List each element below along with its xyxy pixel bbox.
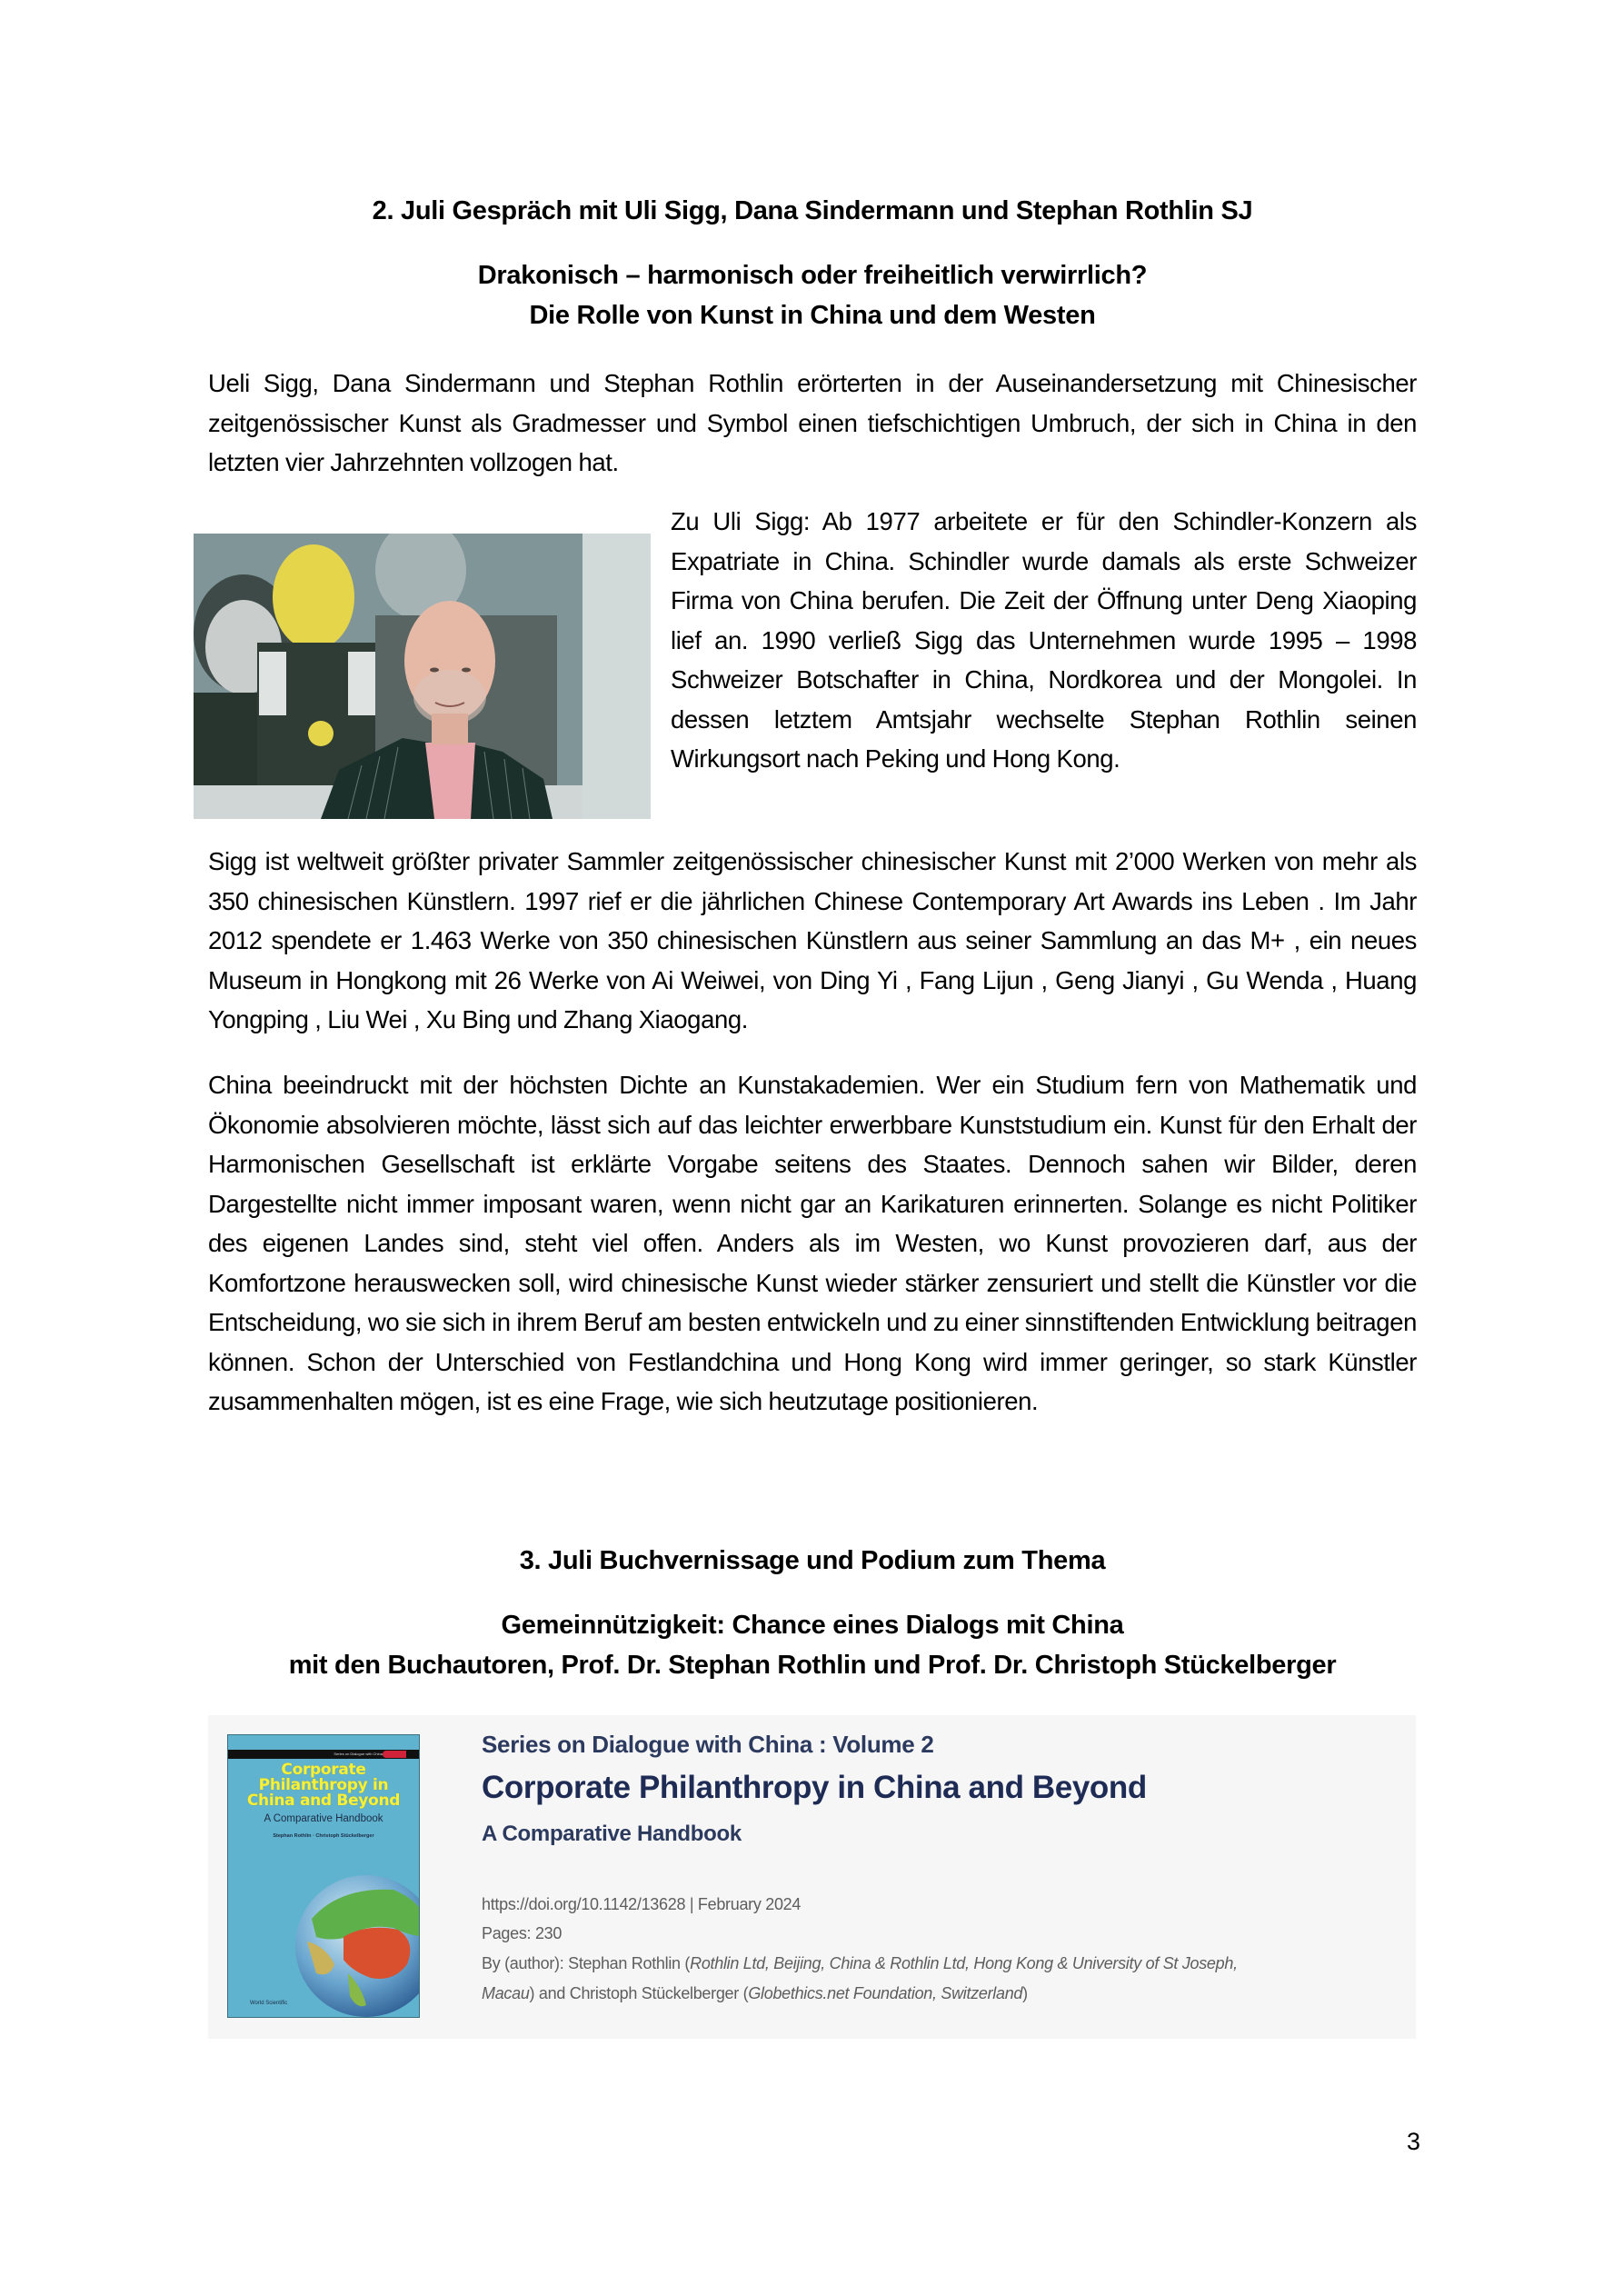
cover-title (228, 1762, 419, 1809)
book-doi-date[interactable]: https://doi.org/10.1142/13628 | February 2024 (482, 1895, 802, 1913)
author1-affiliation-cont: Macau (482, 1984, 530, 2002)
book-authors-line2 (482, 1984, 1028, 2003)
section2-subtitle-line1: Gemeinnützigkeit: Chance eines Dialogs mit China (501, 1611, 1124, 1640)
cover-title-line2: Philanthropy in (258, 1776, 389, 1794)
cover-title-line3: China and Beyond (246, 1792, 401, 1810)
cover-series-text: Series on Dialogue with China (334, 1752, 383, 1756)
section-subtitle-line1: Drakonisch – harmonisch oder freiheitlich verwirrlich? (477, 261, 1148, 290)
uli-sigg-photo (194, 534, 651, 819)
discussion-paragraph: China beeindruckt mit der höchsten Dichte an Kunstakademien. Wer ein Studium fern von Mathematik und Ökonomie absolvieren möchte, lässt sich auf das leichter erwerbbare Kunststudium ein. Kunst für den Erhalt der Harmonischen Gesellschaft ist erklärte Vorgabe seitens des Staates. Dennoch sahen wir Bilder, deren Dargestellte nicht immer imposant waren, wenn nicht gar an Karikaturen erinnerten. Solange es nicht Politiker des eigenen Landes sind, steht viel offen. Anders als im Westen, wo Kunst provozieren darf, aus der Komfortzone herauswecken soll, wird chinesische Kunst wieder stärker zensuriert und stellt die Künstler vor die Entscheidung, wo sie sich in ihrem Beruf am besten entwickeln und zu einer sinnstiftenden Entwicklung beitragen können. Schon der Unterschied von Festlandchina und Hong Kong wird immer geringer, so stark Künstler zusammenhalten mögen, ist es eine Frage, wie sich heutzutage positionieren. (208, 1071, 1417, 1415)
cover-authors: Stephan Rothlin · Christoph Stückelberger (273, 1833, 374, 1839)
section-heading-july-2: 2. Juli Gespräch mit Uli Sigg, Dana Sindermann und Stephan Rothlin SJ (372, 196, 1253, 225)
book-subtitle: A Comparative Handbook (482, 1822, 742, 1846)
cover-title-line1: Corporate (281, 1761, 366, 1779)
book-cover (227, 1734, 420, 2018)
section-heading-july-3: 3. Juli Buchvernissage und Podium zum Thema (519, 1546, 1106, 1575)
cover-volume-badge (383, 1751, 406, 1758)
authors-mid: ) and Christoph Stückelberger ( (529, 1984, 749, 2002)
author2-affiliation: Globethics.net Foundation, Switzerland (748, 1984, 1023, 2002)
portrait-photo-icon (194, 534, 651, 819)
authors-suffix: ) (1022, 1984, 1028, 2002)
cover-subtitle: A Comparative Handbook (264, 1813, 383, 1824)
author1-affiliation: Rothlin Ltd, Beijing, China & Rothlin Ltd, Hong Kong & University of St Joseph, (690, 1954, 1238, 1972)
page-number: 3 (1407, 2128, 1421, 2155)
book-title[interactable]: Corporate Philanthropy in China and Beyond (482, 1770, 1147, 1805)
book-card (208, 1715, 1416, 2039)
bio-paragraph: Zu Uli Sigg: Ab 1977 arbeitete er für den Schindler-Konzern als Expatriate in China. Schindler wurde damals als erste Schweizer Firma von China berufen. Die Zeit der Öffnung unter Deng Xiaoping lief an. 1990 verließ Sigg das Unternehmen wurde 1995 – 1998 Schweizer Botschafter in China, Nordkorea und der Mongolei. In dessen letztem Amtsjahr wechselte Stephan Rothlin seinen Wirkungsort nach Peking und Hong Kong. (671, 507, 1417, 773)
book-pages: Pages: 230 (482, 1924, 563, 1942)
intro-paragraph: Ueli Sigg, Dana Sindermann und Stephan Rothlin erörterten in der Auseinandersetzung mit Chinesischer zeitgenössischer Kunst als Gradmesser und Symbol einen tiefschichtigen Umbruch, der sich in China in den letzten vier Jahrzehnten vollzogen hat. (208, 369, 1417, 476)
cover-publisher: World Scientific (250, 2001, 288, 2006)
authors-prefix: By (author): Stephan Rothlin ( (482, 1954, 691, 1972)
collection-paragraph: Sigg ist weltweit größter privater Sammler zeitgenössischer chinesischer Kunst mit 2’000 Werken von mehr als 350 chinesischen Künstlern. 1997 rief er die jährlichen Chinese Contemporary Art Awards ins Leben . Im Jahr 2012 spendete er 1.463 Werke von 350 chinesischen Künstlern aus seiner Sammlung an das M+ , ein neues Museum in Hongkong mit 26 Werke von Ai Weiwei, von Ding Yi , Fang Lijun , Geng Jianyi , Gu Wenda , Huang Yongping , Liu Wei , Xu Bing und Zhang Xiaogang. (208, 847, 1417, 1033)
globe-icon (294, 1873, 420, 2018)
section-subtitle-line2: Die Rolle von Kunst in China und dem Westen (529, 301, 1096, 330)
section2-subtitle-line2: mit den Buchautoren, Prof. Dr. Stephan Rothlin und Prof. Dr. Christoph Stückelberger (288, 1651, 1337, 1680)
book-series[interactable]: Series on Dialogue with China : Volume 2 (482, 1731, 934, 1758)
book-authors-line1 (482, 1954, 1238, 1973)
